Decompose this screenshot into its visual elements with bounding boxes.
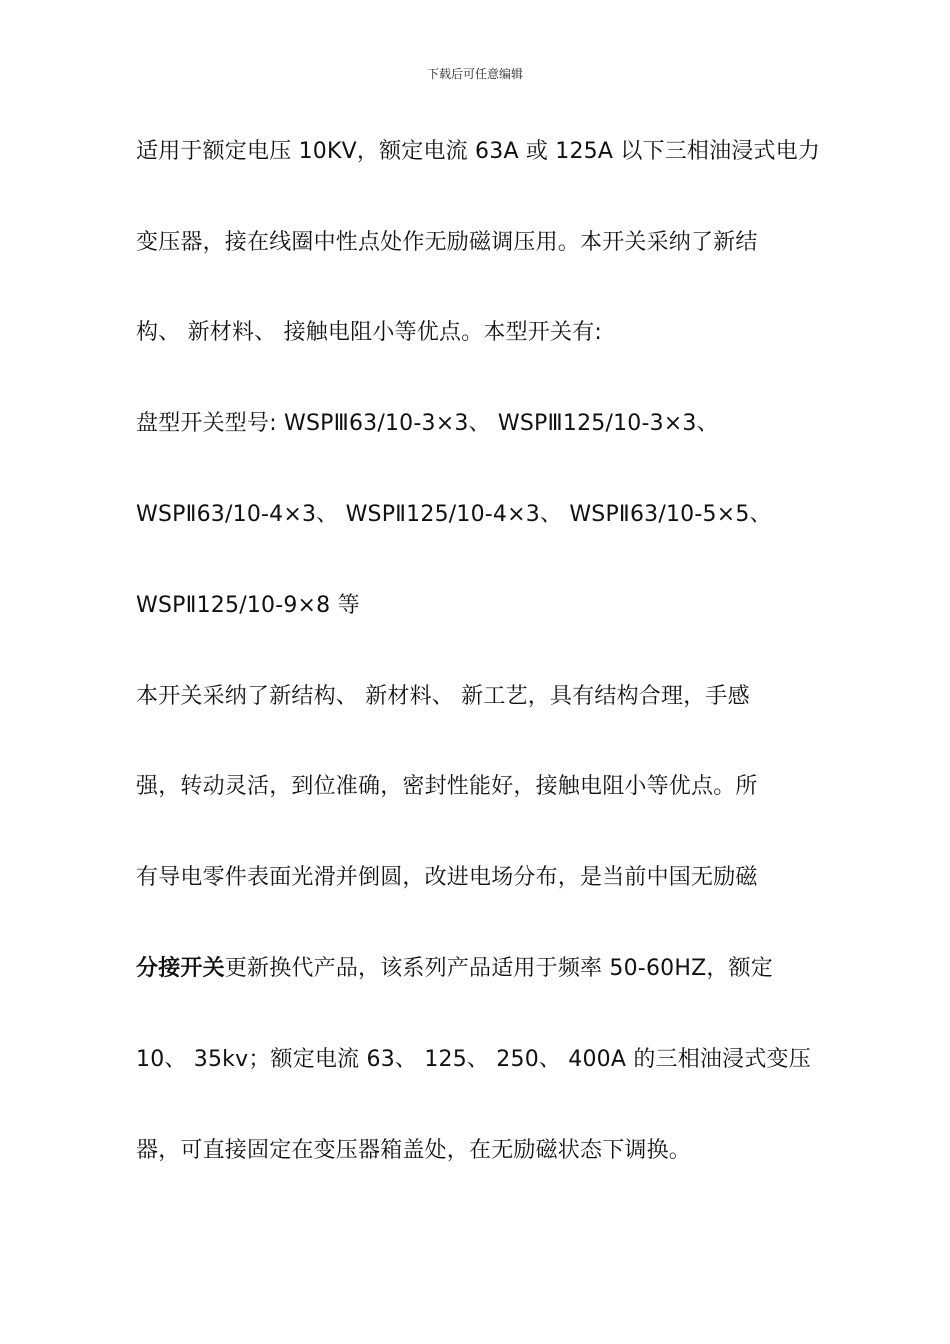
paragraph-line: 有导电零件表面光滑并倒圆，改进电场分布，是当前中国无励磁 [136,865,758,890]
bold-term: 分接开关 [136,956,225,981]
paragraph-line: 强，转动灵活，到位准确，密封性能好，接触电阻小等优点。所 [136,774,758,799]
paragraph-line: 本开关采纳了新结构、 新材料、 新工艺，具有结构合理，手感 [136,684,750,709]
paragraph-line: 10、 35kv；额定电流 63、 125、 250、 400A 的三相油浸式变压 [136,1047,811,1072]
paragraph-line: 器，可直接固定在变压器箱盖处，在无励磁状态下调换。 [136,1138,692,1163]
paragraph-line: WSPⅡ63/10-4×3、 WSPⅡ125/10-4×3、 WSPⅡ63/10-5×5、 [136,502,772,527]
paragraph-line [136,954,773,984]
paragraph-line: 盘型开关型号: WSPⅢ63/10-3×3、 WSPⅢ125/10-3×3、 [136,411,719,436]
paragraph-line: 构、 新材料、 接触电阻小等优点。本型开关有: [136,320,602,345]
paragraph-line: 适用于额定电压 10KV，额定电流 63A 或 125A 以下三相油浸式电力 [136,139,821,164]
paragraph-line: WSPⅡ125/10-9×8 等 [136,593,360,618]
page-header: 下载后可任意编辑 [426,67,523,81]
paragraph-line: 变压器，接在线圈中性点处作无励磁调压用。本开关采纳了新结 [136,230,758,255]
line-text: 更新换代产品，该系列产品适用于频率 50-60HZ，额定 [224,956,773,981]
